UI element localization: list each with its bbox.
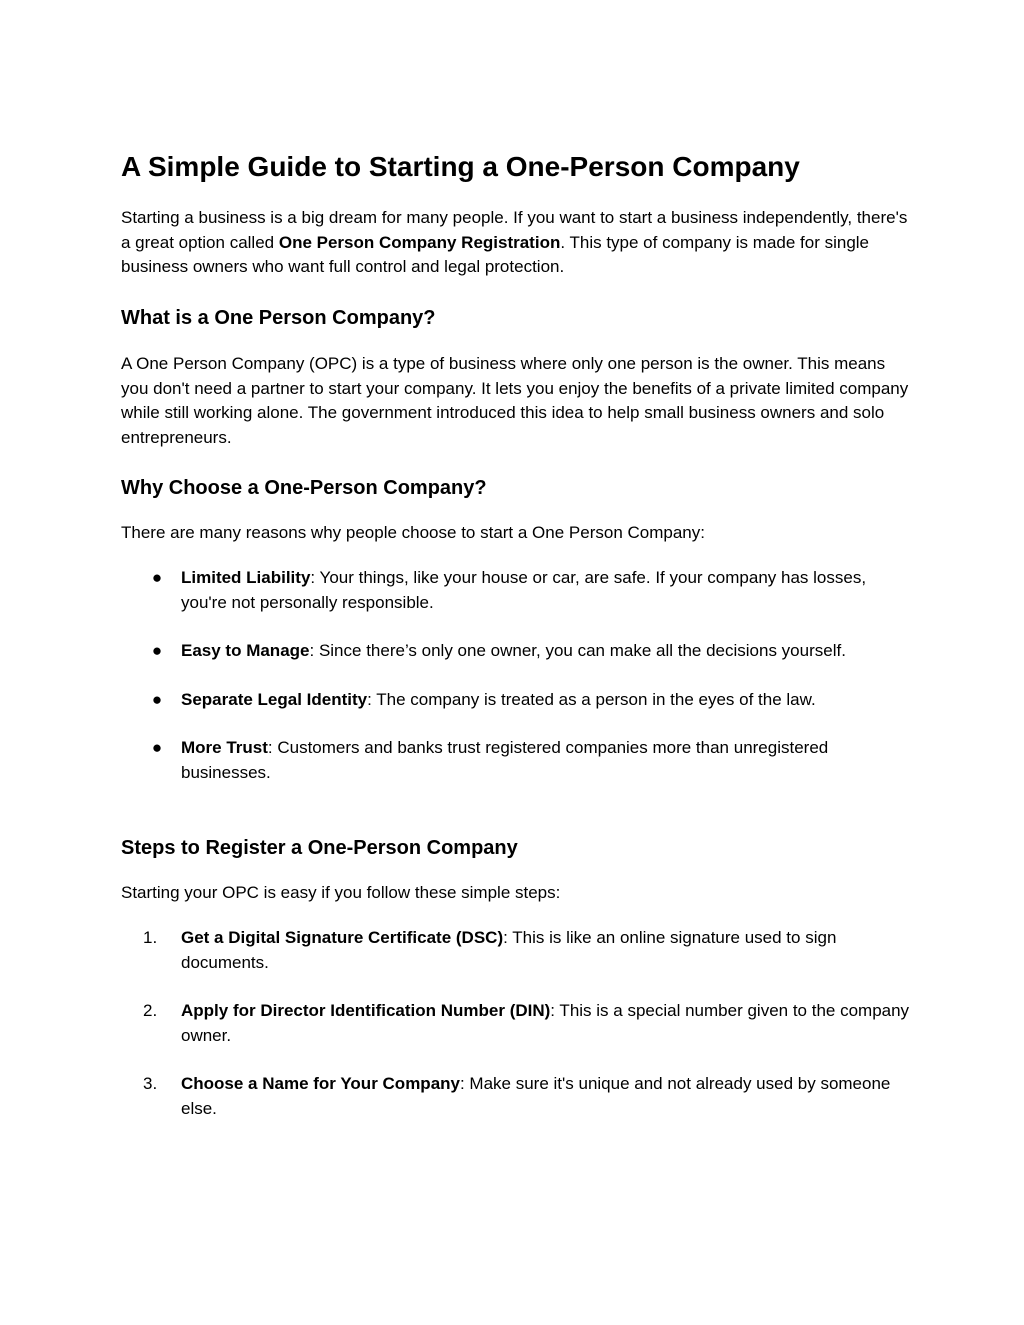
section-heading-why-choose-opc: Why Choose a One-Person Company? <box>121 477 487 499</box>
bullet-marker: ● <box>151 690 163 709</box>
intro-text-start: Starting a business is a big dream for many people. If you want to start a business independently, there's a great option called <box>121 208 908 252</box>
list-item-description: : This is like an online signature used to sign documents. <box>181 928 837 972</box>
intro-bold-term: One Person Company Registration <box>278 232 561 252</box>
list-item-term: More Trust <box>181 738 268 757</box>
list-item-description: : Make sure it's unique and not already used by someone else. <box>181 1074 891 1118</box>
intro-text-end: . This type of company is made for single business owners who want full control and legal protection. <box>121 232 870 276</box>
list-item-term: Separate Legal Identity <box>181 690 368 709</box>
section-heading-steps-to-register: Steps to Register a One-Person Company <box>121 837 518 859</box>
bullet-marker: ● <box>151 641 163 660</box>
intro-paragraph <box>121 206 911 280</box>
list-item-text <box>181 688 911 713</box>
list-item-term: Choose a Name for Your Company <box>181 1074 460 1093</box>
step-number: 2. <box>143 1001 158 1020</box>
list-item-text <box>181 736 911 785</box>
section-what-is-opc-body: A One Person Company (OPC) is a type of business where only one person is the owner. This means you don't need a partner to start your company. It lets you enjoy the benefits of a private limited company while still working alone. The government introduced this idea to help small business owners and solo entrepreneurs. <box>121 354 909 447</box>
list-item-term: Limited Liability <box>181 568 311 587</box>
step-number: 1. <box>143 928 158 947</box>
list-item-text <box>181 566 911 615</box>
list-item-description: : Since there’s only one owner, you can make all the decisions yourself. <box>309 641 846 660</box>
section-heading-what-is-opc: What is a One Person Company? <box>121 307 436 329</box>
step-number: 3. <box>143 1074 158 1093</box>
list-item-text <box>181 1072 911 1121</box>
list-item-description: : This is a special number given to the company owner. <box>181 1001 910 1045</box>
list-item-term: Easy to Manage <box>181 641 310 660</box>
bullet-marker: ● <box>151 568 163 587</box>
list-item-term: Apply for Director Identification Number (DIN) <box>181 1001 551 1020</box>
list-item-term: Get a Digital Signature Certificate (DSC) <box>181 928 504 947</box>
list-item-text <box>181 999 911 1048</box>
page-title: A Simple Guide to Starting a One-Person Company <box>121 151 800 182</box>
list-item-description: : The company is treated as a person in the eyes of the law. <box>367 690 816 709</box>
list-item-description: : Your things, like your house or car, are safe. If your company has losses, you're not personally responsible. <box>181 568 867 612</box>
list-item-text <box>181 639 911 664</box>
section-why-choose-lead: There are many reasons why people choose to start a One Person Company: <box>121 523 705 542</box>
list-item-text <box>181 926 911 975</box>
section-steps-lead: Starting your OPC is easy if you follow these simple steps: <box>121 883 561 902</box>
bullet-marker: ● <box>151 738 163 757</box>
list-item-description: : Customers and banks trust registered companies more than unregistered businesses. <box>181 738 829 782</box>
